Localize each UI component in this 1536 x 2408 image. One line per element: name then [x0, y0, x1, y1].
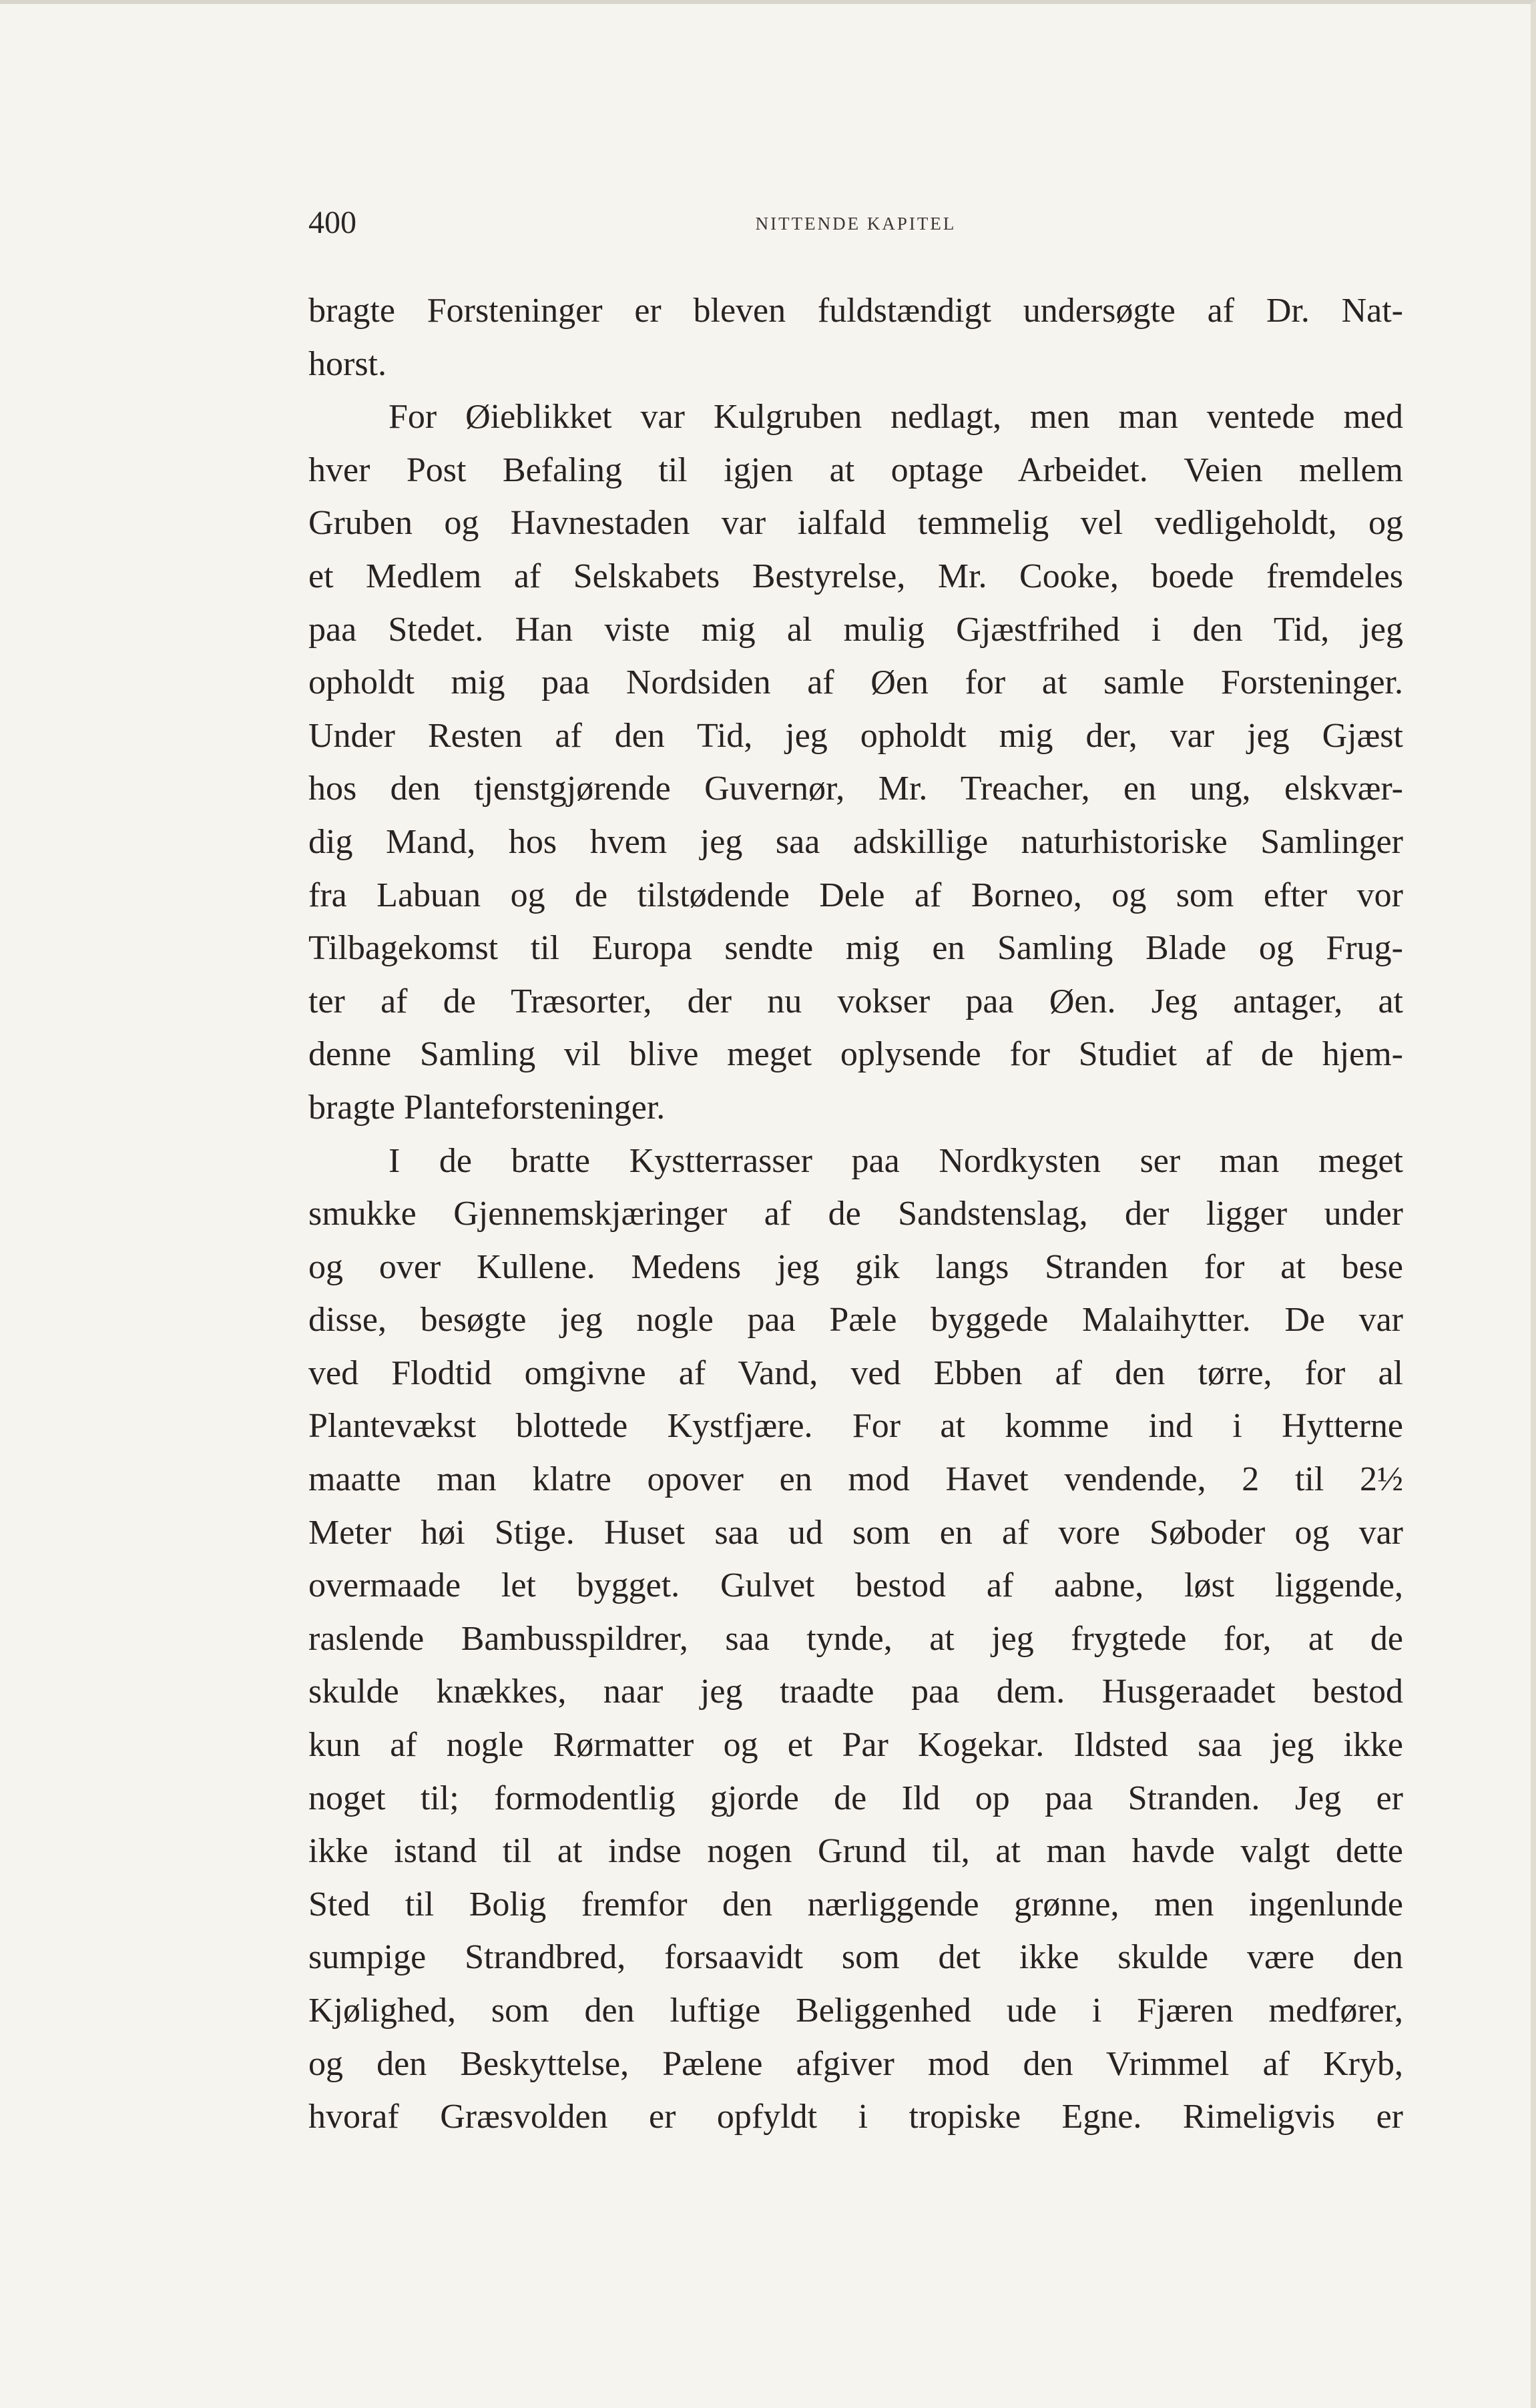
- text-line: Meter høi Stige. Huset saa ud som en af vore Søboder og var: [308, 1513, 1403, 1552]
- text-line: ikke istand til at indse nogen Grund til, at man havde valgt dette: [308, 1832, 1403, 1871]
- text-line: Tilbagekomst til Europa sendte mig en Samling Blade og Frug-: [308, 929, 1403, 968]
- text-line: sumpige Strandbred, forsaavidt som det ikke skulde være den: [308, 1938, 1403, 1977]
- text-line: bragte Planteforsteninger.: [308, 1088, 666, 1127]
- text-line: hvoraf Græsvolden er opfyldt i tropiske Egne. Rimeligvis er: [308, 2098, 1403, 2136]
- text-line: paa Stedet. Han viste mig al mulig Gjæstfrihed i den Tid, jeg: [308, 610, 1403, 649]
- text-line: overmaade let bygget. Gulvet bestod af aabne, løst liggende,: [308, 1566, 1403, 1605]
- text-line: hver Post Befaling til igjen at optage Arbeidet. Veien mellem: [308, 450, 1403, 489]
- text-line: noget til; formodentlig gjorde de Ild op paa Stranden. Jeg er: [308, 1779, 1403, 1817]
- text-line: fra Labuan og de tilstødende Dele af Borneo, og som efter vor: [308, 876, 1403, 914]
- text-line: denne Samling vil blive meget oplysende for Studiet af de hjem-: [308, 1035, 1403, 1074]
- running-head: NITTENDE KAPITEL: [755, 214, 957, 234]
- text-line: dig Mand, hos hvem jeg saa adskillige naturhistoriske Samlinger: [308, 822, 1403, 861]
- text-line: og over Kullene. Medens jeg gik langs Stranden for at bese: [308, 1247, 1403, 1286]
- text-line: Plantevækst blottede Kystfjære. For at komme ind i Hytterne: [308, 1407, 1403, 1446]
- text-line: horst.: [308, 344, 387, 383]
- text-line: hos den tjenstgjørende Guvernør, Mr. Treacher, en ung, elskvær-: [308, 770, 1403, 808]
- text-line: smukke Gjennemskjæringer af de Sandstenslag, der ligger under: [308, 1195, 1403, 1233]
- page-header: [308, 204, 1403, 251]
- page-number: 400: [308, 205, 356, 240]
- text-line: For Øieblikket var Kulgruben nedlagt, men man ventede med: [389, 398, 1403, 436]
- text-line: bragte Forsteninger er bleven fuldstændigt undersøgte af Dr. Nat-: [308, 292, 1403, 330]
- text-line: Under Resten af den Tid, jeg opholdt mig der, var jeg Gjæst: [308, 716, 1403, 755]
- text-line: maatte man klatre opover en mod Havet vendende, 2 til 2½: [308, 1460, 1403, 1499]
- text-line: skulde knækkes, naar jeg traadte paa dem. Husgeraadet bestod: [308, 1673, 1403, 1711]
- text-line: og den Beskyttelse, Pælene afgiver mod den Vrimmel af Kryb,: [308, 2044, 1403, 2083]
- text-line: kun af nogle Rørmatter og et Par Kogekar. Ildsted saa jeg ikke: [308, 1726, 1403, 1765]
- text-line: Sted til Bolig fremfor den nærliggende grønne, men ingenlunde: [308, 1885, 1403, 1923]
- text-line: ved Flodtid omgivne af Vand, ved Ebben af den tørre, for al: [308, 1353, 1403, 1392]
- text-line: ter af de Træsorter, der nu vokser paa Øen. Jeg antager, at: [308, 982, 1403, 1020]
- text-line: Gruben og Havnestaden var ialfald temmelig vel vedligeholdt, og: [308, 504, 1403, 543]
- text-line: Kjølighed, som den luftige Beliggenhed ude i Fjæren medfører,: [308, 1992, 1403, 2030]
- text-line: disse, besøgte jeg nogle paa Pæle byggede Malaihytter. De var: [308, 1301, 1403, 1339]
- text-line: raslende Bambusspildrer, saa tynde, at jeg frygtede for, at de: [308, 1619, 1403, 1658]
- body-text: [308, 284, 1403, 2144]
- text-line: et Medlem af Selskabets Bestyrelse, Mr. Cooke, boede fremdeles: [308, 557, 1403, 595]
- text-line: opholdt mig paa Nordsiden af Øen for at samle Forsteninger.: [308, 663, 1403, 702]
- text-line: I de bratte Kystterrasser paa Nordkysten ser man meget: [389, 1141, 1403, 1180]
